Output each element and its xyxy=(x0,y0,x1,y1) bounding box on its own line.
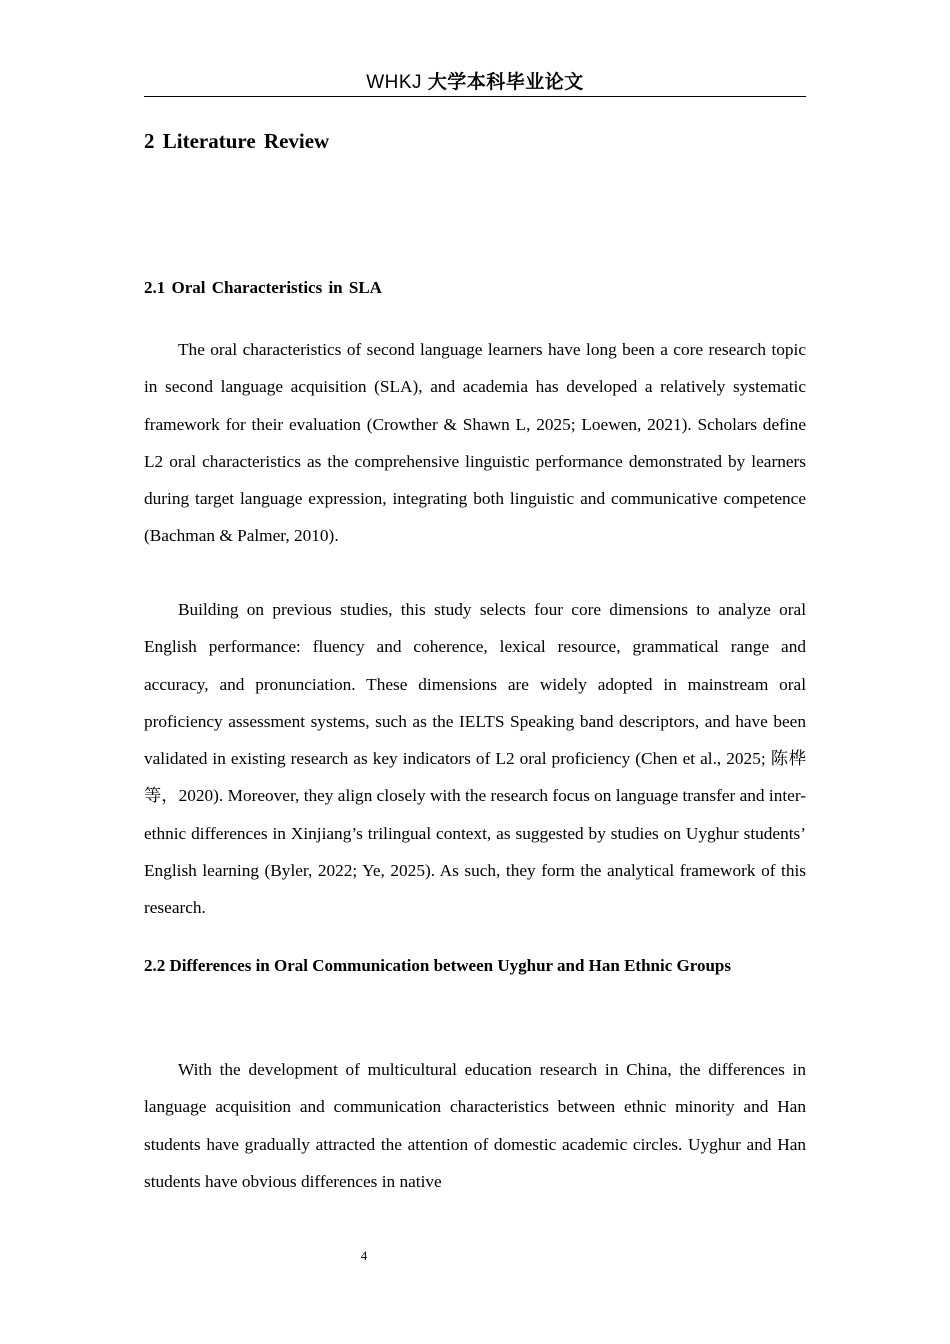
section-2-2-title: 2.2 Differences in Oral Communication between Uyghur and Han Ethnic Groups xyxy=(144,956,732,975)
section-2-2-paragraph-1: With the development of multicultural education research in China, the differences in language acquisition and communication characteristics between ethnic minority and Han students have gradually attracted the attention of domestic academic circles. Uyghur and Han students have obvious differences in native xyxy=(144,1060,806,1191)
header-prefix: WHKJ xyxy=(366,72,428,93)
header-title-cjk: 大学本科毕业论文 xyxy=(427,72,584,93)
section-2-1-paragraph-1: The oral characteristics of second language learners have long been a core research topic in second language acquisition (SLA), and academia has developed a relatively systematic framework for their evaluation (Crowther & Shawn L, 2025; Loewen, 2021). Scholars define L2 oral characteristics as the comprehensive linguistic performance demonstrated by learners during target language expression, integrating both linguistic and communicative competence (Bachman & Palmer, 2010). xyxy=(144,340,806,546)
chapter-title: 2 Literature Review xyxy=(144,129,330,153)
page-number: 4 xyxy=(360,1248,368,1263)
section-2-1-paragraph-2: Building on previous studies, this study selects four core dimensions to analyze oral English performance: fluency and coherence, lexical resource, grammatical range and accuracy, and pronunciation. These dimensions are widely adopted in mainstream oral proficiency assessment systems, such as the IELTS Speaking band descriptors, and have been validated in existing research as key indicators of L2 oral proficiency (Chen et al., 2025; 陈桦等，2020). Moreover, they align closely with the research focus on language transfer and inter-ethnic differences in Xinjiang’s trilingual context, as suggested by studies on Uyghur students’ English learning (Byler, 2022; Ye, 2025). As such, they form the analytical framework of this research. xyxy=(144,600,806,918)
page-header xyxy=(144,70,806,97)
section-2-1-title: 2.1 Oral Characteristics in SLA xyxy=(144,278,382,297)
header-title xyxy=(366,72,584,93)
